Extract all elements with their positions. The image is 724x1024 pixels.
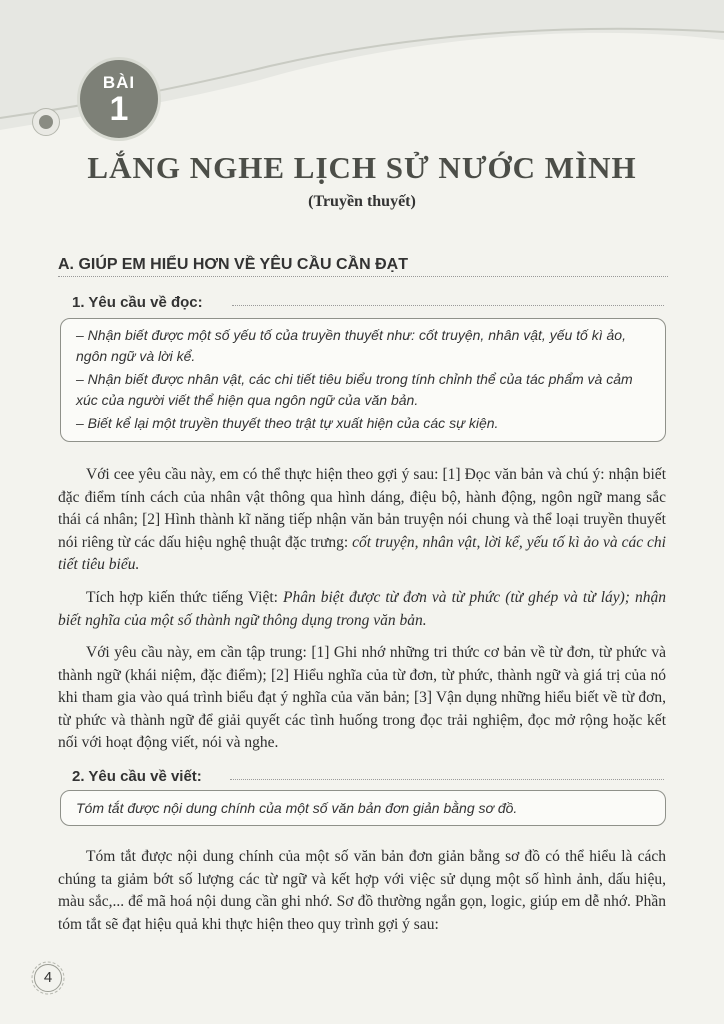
lesson-badge-label: BÀI xyxy=(102,73,136,92)
reading-requirement-item: – Nhận biết được một số yếu tố của truyền thuyết như: cốt truyện, nhân vật, yếu tố kì ảo, ngôn ngữ và lời kể. xyxy=(76,327,626,364)
paragraph-emphasis: cốt truyện, nhân vật, lời kể, yếu tố kì ảo và các chi tiết tiêu biểu. xyxy=(58,533,666,573)
page-number: 4 xyxy=(34,964,62,992)
reading-requirement-item: – Nhận biết được nhân vật, các chi tiết tiêu biểu trong tính chỉnh thể của tác phẩm và cảm xúc của người viết thể hiện qua ngôn ngữ của văn bản. xyxy=(76,371,633,408)
page-number-badge xyxy=(30,960,66,996)
lesson-badge-number: 1 xyxy=(109,90,129,128)
paragraph-text: Tích hợp kiến thức tiếng Việt: xyxy=(86,589,283,606)
reading-requirements-box xyxy=(60,318,666,442)
body-paragraph xyxy=(58,464,666,577)
writing-label-divider xyxy=(230,779,664,780)
writing-requirements-box xyxy=(60,790,666,826)
decorative-dot xyxy=(32,108,60,136)
writing-requirements-label: 2. Yêu cầu về viết: xyxy=(72,768,202,785)
lesson-title: LẮNG NGHE LỊCH SỬ NƯỚC MÌNH xyxy=(87,150,637,185)
body-paragraph xyxy=(58,587,666,632)
writing-requirement-item: Tóm tắt được nội dung chính của một số văn bản đơn giản bằng sơ đồ. xyxy=(76,800,518,816)
reading-requirements-label: 1. Yêu cầu về đọc: xyxy=(72,294,203,311)
body-paragraph: Tóm tắt được nội dung chính của một số văn bản đơn giản bằng sơ đồ có thể hiểu là cách chúng ta giảm bớt số lượng các từ ngữ và kết hợp với việc sử dụng một số hình ảnh, dấu hiệu, màu sắc,... để mã hoá nội dung cần ghi nhớ. Sơ đồ thường ngắn gọn, logic, giúp em dễ nhớ. Phần tóm tắt sẽ đạt hiệu quả khi thực hiện theo quy trình gợi ý sau: xyxy=(58,848,666,933)
paragraph-text: Với cee yêu cầu này, em có thể thực hiện theo gợi ý sau: [1] Đọc văn bản và chú ý: nhận biết đặc điểm tính cách của nhân vật thông qua hình dáng, điệu bộ, hành động, ngôn ngữ mang sắc thái cá nhân; [2] Hình thành kĩ năng tiếp nhận văn bản truyện nói chung và thể loại truyền thuyết nói riêng từ các dấu hiệu nghệ thuật đặc trưng: xyxy=(58,466,666,551)
lesson-subtitle: (Truyền thuyết) xyxy=(308,193,416,210)
lesson-badge xyxy=(80,60,158,138)
body-paragraph: Với yêu cầu này, em cần tập trung: [1] Ghi nhớ những tri thức cơ bản về từ đơn, từ phức và thành ngữ (khái niệm, đặc điểm); [2] Hiểu nghĩa của từ đơn, từ phức, thành ngữ và giá trị của nó khi tham gia vào quá trình biểu đạt ý nghĩa của văn bản; [3] Vận dụng những hiểu biết về từ đơn, từ phức và thành ngữ để giải quyết các tình huống trong đọc trải nghiệm, đọc mở rộng hoặc kết nối với hoạt động viết, nói và nghe. xyxy=(58,644,666,751)
section-a-divider xyxy=(58,276,668,277)
reading-requirement-item: – Biết kể lại một truyền thuyết theo trật tự xuất hiện của các sự kiện. xyxy=(76,415,499,431)
section-a-heading: A. GIÚP EM HIỂU HƠN VỀ YÊU CẦU CẦN ĐẠT xyxy=(58,256,408,273)
reading-label-divider xyxy=(232,305,664,306)
paragraph-emphasis: Phân biệt được từ đơn và từ phức (từ ghép và từ láy); nhận biết nghĩa của một số thành ngữ thông dụng trong văn bản. xyxy=(58,589,666,629)
